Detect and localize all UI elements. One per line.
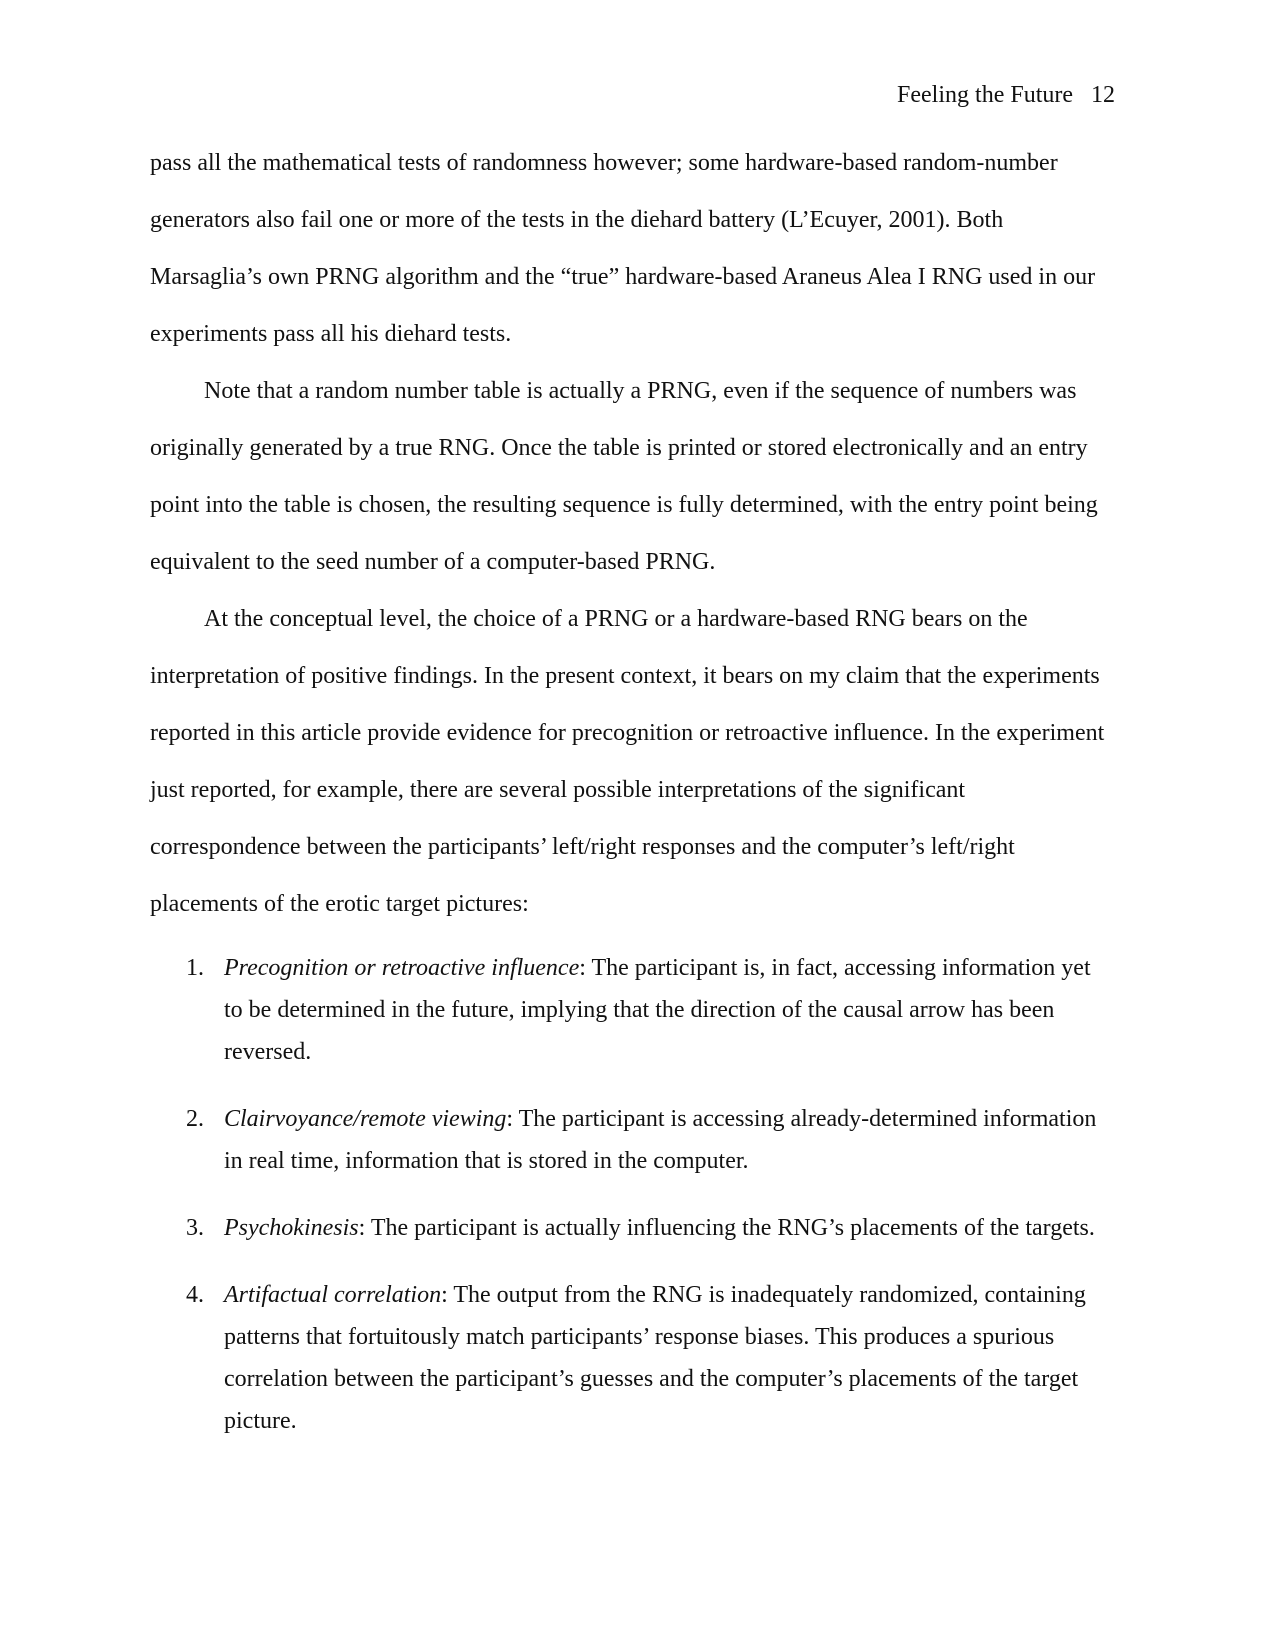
body-text [150, 135, 1110, 1467]
paragraph-conceptual-level: At the conceptual level, the choice of a PRNG or a hardware-based RNG bears on the interpretation of positive findings. In the present context, it bears on my claim that the experiments reported in this article provide evidence for precognition or retroactive influence. In the experiment just reported, for example, there are several possible interpretations of the significant correspondence between the participants’ left/right responses and the computer’s left/right placements of the erotic target pictures: [150, 606, 1105, 917]
list-item-text: : The participant is actually influencing the RNG’s placements of the targets. [358, 1215, 1095, 1241]
list-item-term: Clairvoyance/remote viewing [224, 1106, 507, 1132]
list-item [150, 1274, 1110, 1442]
paragraph-random-number-table: Note that a random number table is actually a PRNG, even if the sequence of numbers was originally generated by a true RNG. Once the table is printed or stored electronically and an entry point into the table is chosen, the resulting sequence is fully determined, with the entry point being equivalent to the seed number of a computer-based PRNG. [150, 378, 1098, 575]
list-item-text: : The participant is, in fact, accessing information yet to be determined in the future, implying that the direction of the causal arrow has been reversed. [224, 955, 1091, 1065]
list-item-term: Precognition or retroactive influence [224, 955, 580, 981]
interpretations-list [150, 947, 1110, 1442]
list-item-number: 4. [186, 1282, 204, 1308]
list-item-text: : The participant is accessing already-determined information in real time, information that is stored in the computer. [224, 1106, 1097, 1174]
running-title: Feeling the Future [897, 82, 1073, 108]
paragraph-continuation: pass all the mathematical tests of randomness however; some hardware-based random-number generators also fail one or more of the tests in the diehard battery (L’Ecuyer, 2001). Both Marsaglia’s own PRNG algorithm and the “true” hardware-based Araneus Alea I RNG used in our experiments pass all his diehard tests. [150, 150, 1096, 347]
list-item-number: 3. [186, 1215, 204, 1241]
list-item [150, 1098, 1110, 1182]
list-item-number: 2. [186, 1106, 204, 1132]
running-head [897, 80, 1115, 110]
list-item-term: Psychokinesis [224, 1215, 359, 1241]
list-item-number: 1. [186, 955, 204, 981]
page-number: 12 [1091, 82, 1115, 108]
list-item-term: Artifactual correlation [224, 1282, 442, 1308]
list-item [150, 1207, 1110, 1249]
list-item-text: : The output from the RNG is inadequately randomized, containing patterns that fortuitously match participants’ response biases. This produces a spurious correlation between the participant’s guesses and the computer’s placements of the target picture. [224, 1282, 1086, 1434]
list-item [150, 947, 1110, 1073]
